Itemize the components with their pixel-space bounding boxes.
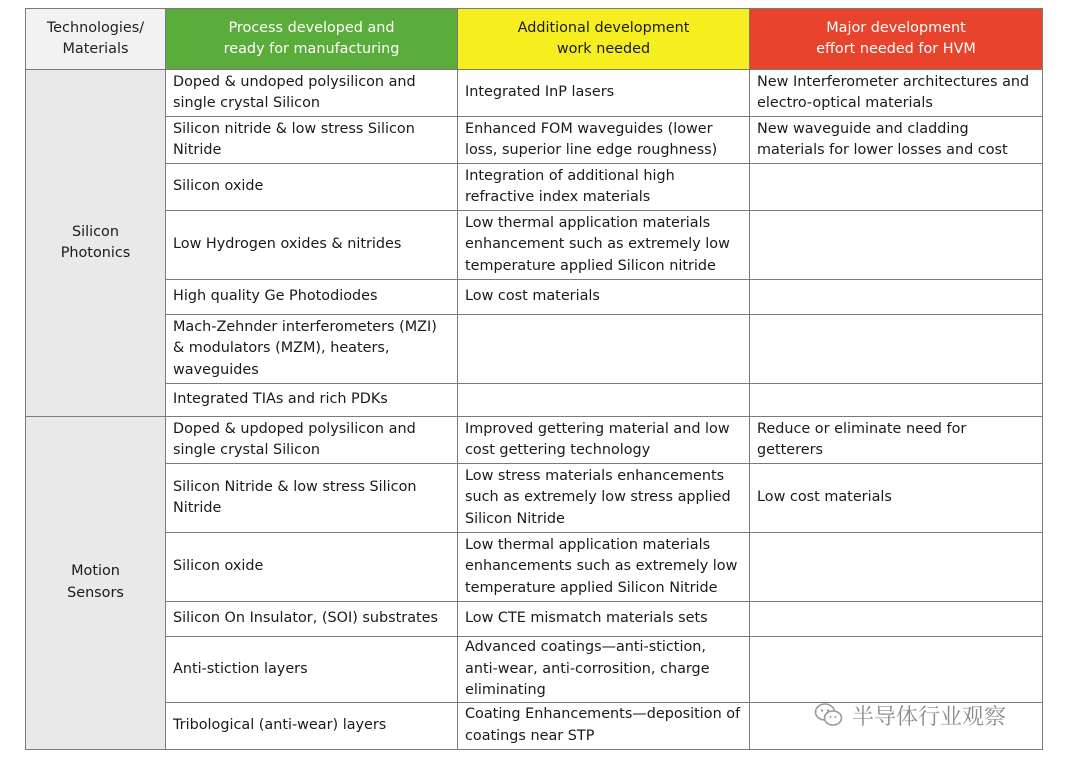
table-row: [26, 602, 1043, 637]
header-ready: Process developed and ready for manufacturing: [166, 9, 458, 70]
table-row: [26, 417, 1043, 464]
additional-cell: Integration of additional high refractive index materials: [458, 164, 750, 211]
header-row: [26, 9, 1043, 70]
ready-cell: Integrated TIAs and rich PDKs: [166, 384, 458, 417]
major-cell: [750, 637, 1043, 703]
ready-cell: Anti-stiction layers: [166, 637, 458, 703]
major-cell: [750, 602, 1043, 637]
table-body: [26, 70, 1043, 750]
major-cell: New Interferometer architectures and electro-optical materials: [750, 70, 1043, 117]
ready-cell: Silicon oxide: [166, 164, 458, 211]
major-cell: [750, 533, 1043, 602]
table-row: [26, 117, 1043, 164]
watermark-text: 半导体行业观察: [852, 704, 1007, 730]
major-cell: New waveguide and cladding materials for lower losses and cost: [750, 117, 1043, 164]
header-major: Major development effort needed for HVM: [750, 9, 1043, 70]
major-cell: Reduce or eliminate need for getterers: [750, 417, 1043, 464]
watermark: [814, 700, 1006, 730]
table-row: [26, 464, 1043, 533]
header-technologies: Technologies/ Materials: [26, 9, 166, 70]
table-row: [26, 315, 1043, 384]
ready-cell: Low Hydrogen oxides & nitrides: [166, 211, 458, 280]
ready-cell: Tribological (anti-wear) layers: [166, 702, 458, 749]
table-row: [26, 280, 1043, 315]
additional-cell: Coating Enhancements—deposition of coatings near STP: [458, 702, 750, 749]
ready-cell: Silicon nitride & low stress Silicon Nitride: [166, 117, 458, 164]
header-additional: Additional development work needed: [458, 9, 750, 70]
additional-cell: Improved gettering material and low cost gettering technology: [458, 417, 750, 464]
major-cell: [750, 384, 1043, 417]
additional-cell: Low thermal application materials enhancement such as extremely low temperature applied Silicon nitride: [458, 211, 750, 280]
major-cell: [750, 164, 1043, 211]
ready-cell: Silicon On Insulator, (SOI) substrates: [166, 602, 458, 637]
major-cell: Low cost materials: [750, 464, 1043, 533]
major-cell: [750, 280, 1043, 315]
additional-cell: [458, 315, 750, 384]
ready-cell: Doped & updoped polysilicon and single crystal Silicon: [166, 417, 458, 464]
roadmap-table: [25, 8, 1043, 750]
group-label: Motion Sensors: [26, 417, 166, 750]
additional-cell: Integrated InP lasers: [458, 70, 750, 117]
ready-cell: Mach-Zehnder interferometers (MZI) & modulators (MZM), heaters, waveguides: [166, 315, 458, 384]
major-cell: [750, 211, 1043, 280]
table-row: [26, 384, 1043, 417]
table-row: [26, 164, 1043, 211]
ready-cell: High quality Ge Photodiodes: [166, 280, 458, 315]
additional-cell: Enhanced FOM waveguides (lower loss, superior line edge roughness): [458, 117, 750, 164]
additional-cell: Low stress materials enhancements such as extremely low stress applied Silicon Nitride: [458, 464, 750, 533]
table-row: [26, 211, 1043, 280]
ready-cell: Silicon oxide: [166, 533, 458, 602]
additional-cell: [458, 384, 750, 417]
ready-cell: Silicon Nitride & low stress Silicon Nitride: [166, 464, 458, 533]
additional-cell: Low cost materials: [458, 280, 750, 315]
major-cell: [750, 315, 1043, 384]
table-row: [26, 637, 1043, 703]
additional-cell: Low thermal application materials enhancements such as extremely low temperature applied Silicon Nitride: [458, 533, 750, 602]
additional-cell: Advanced coatings—anti-stiction, anti-wear, anti-corrosition, charge eliminating: [458, 637, 750, 703]
additional-cell: Low CTE mismatch materials sets: [458, 602, 750, 637]
table-row: [26, 70, 1043, 117]
wechat-icon: [814, 702, 844, 728]
table-row: [26, 533, 1043, 602]
group-label: Silicon Photonics: [26, 70, 166, 417]
ready-cell: Doped & undoped polysilicon and single crystal Silicon: [166, 70, 458, 117]
